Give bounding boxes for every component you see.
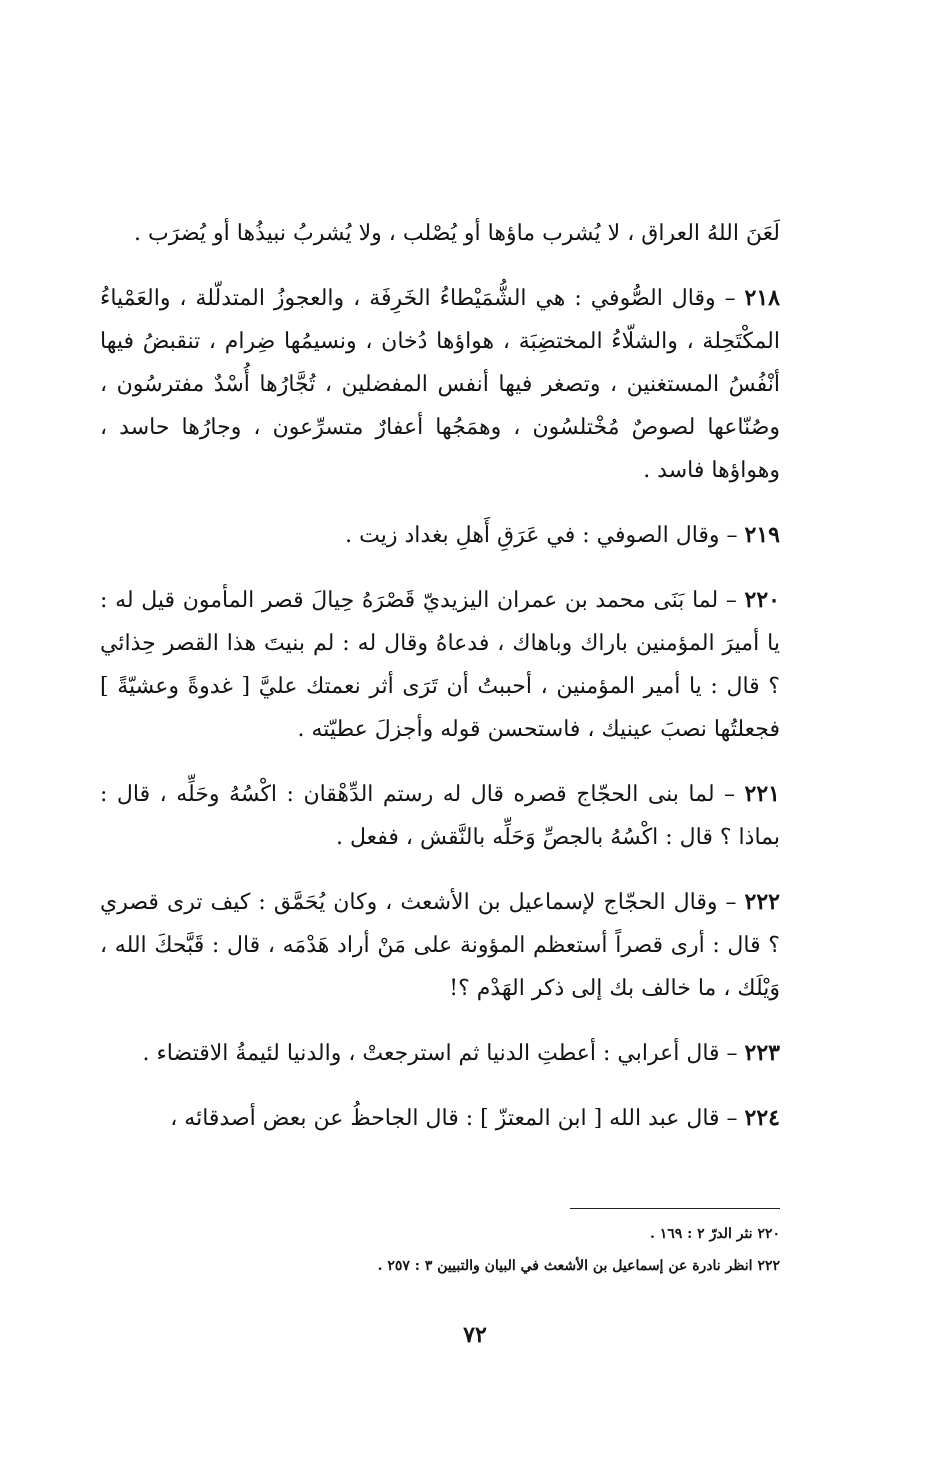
paragraph-text: – وقال الصوفي : في عَرَقِ أَهلِ بغداد زيت .	[345, 523, 745, 548]
page-number: ٧٢	[463, 1322, 487, 1348]
paragraph-continuation	[100, 212, 780, 255]
paragraph-text: – وقال الحجّاج لإسماعيل بن الأشعث ، وكان يُحَمَّق : كيف ترى قصري ؟ قال : أرى قصراً أستعظم المؤونة على مَنْ أراد هَدْمَه ، قال : قَبَّحكَ الله ، وَيْلَك ، ما خالف بك إلى ذكر الهَدْم ؟!	[100, 890, 780, 1001]
paragraph-number: ٢٢٣	[744, 1040, 780, 1066]
paragraph-text: – قال عبد الله [ ابن المعتزّ ] : قال الجاحظُ عن بعض أصدقائه ،	[170, 1106, 745, 1131]
paragraph-text: لَعَنَ اللهُ العراق ، لا يُشرب ماؤها أو يُصْلب ، ولا يُشربُ نبيذُها أو يُضرَب .	[134, 221, 780, 246]
footnote-divider	[570, 1208, 780, 1209]
paragraph-number: ٢١٩	[744, 522, 780, 548]
paragraph-224	[100, 1097, 780, 1140]
footnote-number: ٢٢٢	[757, 1258, 780, 1274]
footnote-text: نثر الدرّ ٢ : ١٦٩ .	[649, 1226, 758, 1242]
paragraph-number: ٢٢٤	[744, 1105, 780, 1131]
paragraph-number: ٢٢٠	[744, 587, 780, 613]
paragraph-text: – وقال الصُّوفي : هي الشُّمَيْطاءُ الخَرِفَة ، والعجوزُ المتدلّلة ، والعَمْياءُ المكْتَحِلة ، والشلّاءُ المختضِبَة ، هواؤها دُخان ، ونسيمُها ضِرام ، تنقبضُ فيها أنْفُسُ المستغنين ، وتصغر فيها أنفس المفضلين ، تُجَّارُها أُسْدٌ مفترسُون ، وصُنّاعها لصوصٌ مُخْتلسُون ، وهمَجُها أعفارٌ متسرِّعون ، وجارُها حاسد ، وهواؤها فاسد .	[100, 286, 780, 483]
paragraph-number: ٢١٨	[744, 285, 780, 311]
page-body	[100, 212, 780, 1162]
paragraph-222	[100, 881, 780, 1010]
paragraph-text: – قال أعرابي : أعطتِ الدنيا ثم استرجعتْ ، والدنيا لئيمةُ الاقتضاء .	[142, 1041, 745, 1066]
paragraph-number: ٢٢١	[744, 781, 780, 807]
footnote-222	[230, 1250, 780, 1282]
paragraph-219	[100, 514, 780, 557]
paragraph-220	[100, 579, 780, 751]
paragraph-number: ٢٢٢	[744, 889, 780, 915]
paragraph-218	[100, 277, 780, 492]
paragraph-221	[100, 773, 780, 859]
paragraph-text: – لما بنى الحجّاج قصره قال له رستم الدِّهْقان : اكْسُهُ وحَلِّه ، قال : بماذا ؟ قال : اكْسُهُ بالجصِّ وَحَلِّه بالنَّقش ، ففعل .	[100, 782, 780, 850]
paragraph-223	[100, 1032, 780, 1075]
footnote-number: ٢٢٠	[757, 1226, 780, 1242]
footnote-220	[230, 1218, 780, 1250]
footnote-text: انظر نادرة عن إسماعيل بن الأشعث في البيان والتبيين ٣ : ٢٥٧ .	[377, 1258, 758, 1274]
paragraph-text: – لما بَنَى محمد بن عمران اليزيديّ قَصْرَهُ حِيالَ قصر المأمون قيل له : يا أميرَ المؤمنين باراك وباهاك ، فدعاهُ وقال له : لم بنيتَ هذا القصر حِذائي ؟ قال : يا أمير المؤمنين ، أحببتُ أن تَرَى أثر نعمتك عليَّ [ غدوةً وعشيّةً ] فجعلتُها نصبَ عينيك ، فاستحسن قوله وأجزلَ عطيّته .	[100, 588, 780, 742]
footnotes	[230, 1218, 780, 1282]
